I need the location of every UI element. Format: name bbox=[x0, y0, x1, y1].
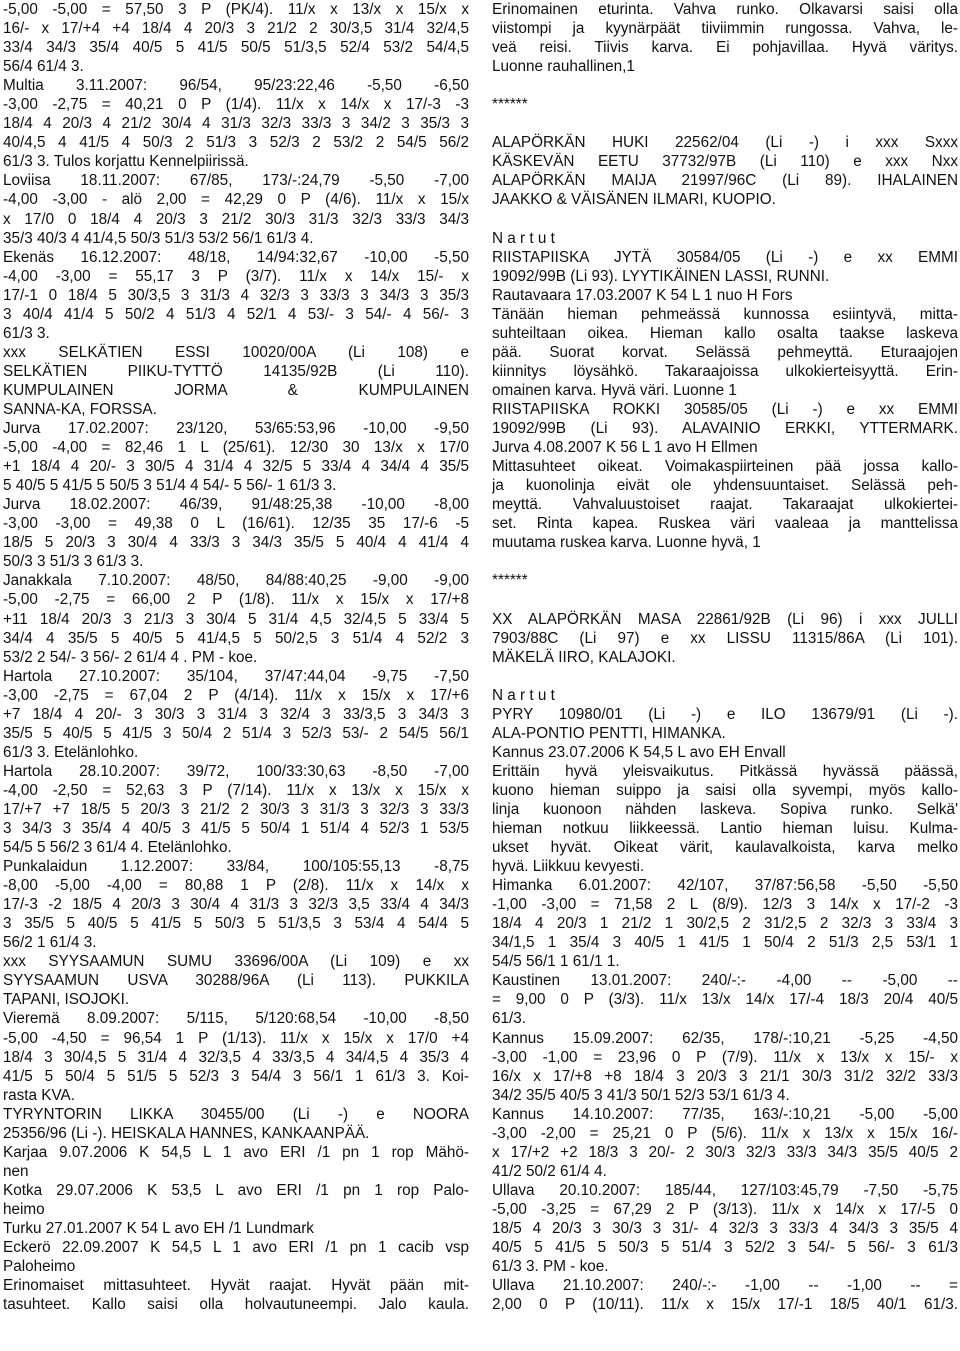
text-line: Punkalaidun 1.12.2007: 33/84, 100/105:55,13 -8,75 bbox=[3, 858, 469, 876]
text-line: 40/4,5 4 41/5 4 50/3 2 51/3 3 52/3 2 53/2 2 54/5 56/2 bbox=[3, 134, 469, 152]
text-line: -3,00 -1,00 = 23,96 0 P (7/9). 11/x x 13/x x 15/- x bbox=[492, 1048, 958, 1066]
text-line: -3,00 -2,00 = 25,21 0 P (5/6). 11/x x 13/x x 15/x 16/- bbox=[492, 1124, 958, 1142]
text-line: 18/5 4 20/3 3 30/3 3 31/- 4 32/3 3 33/3 4 34/3 3 35/5 4 bbox=[492, 1220, 958, 1237]
text-line: ja kuonolinja eivät ole yhdensuuntaiset. Selässä peh- bbox=[492, 477, 958, 495]
text-line: Hartola 28.10.2007: 39/72, 100/33:30,63 -8,50 -7,00 bbox=[3, 762, 469, 780]
text-line: Jurva 17.02.2007: 23/120, 53/65:53,96 -10,00 -9,50 bbox=[3, 420, 469, 438]
text-line: XX ALAPÖRKÄN MASA 22861/92B (Li 96) i xxx JULLI bbox=[492, 610, 958, 628]
text-line: Kannus 14.10.2007: 77/35, 163/-:10,21 -5,00 -5,00 bbox=[492, 1105, 958, 1123]
text-line: xxx SELKÄTIEN ESSI 10020/00A (Li 108) e bbox=[3, 343, 469, 361]
text-line: Multia 3.11.2007: 96/54, 95/23:22,46 -5,50 -6,50 bbox=[3, 77, 469, 95]
text-line: N a r t u t bbox=[492, 686, 555, 704]
text-line: ****** bbox=[492, 572, 528, 590]
text-line: -3,00 -2,75 = 40,21 0 P (1/4). 11/x x 14/x x 17/-3 -3 bbox=[3, 96, 469, 114]
text-line: ukset hyvät. Oikeat värit, kaulavalkoista, karva melko bbox=[492, 839, 958, 857]
text-line: RIISTAPIISKA JYTÄ 30584/05 (Li -) e xx EMMI bbox=[492, 248, 958, 266]
text-line: Luonne rauhallinen,1 bbox=[492, 58, 635, 76]
text-line: 40/5 5 41/5 5 50/3 5 51/4 3 52/2 3 54/- 5 56/- 3 61/3 bbox=[492, 1239, 958, 1257]
text-line: Himanka 6.01.2007: 42/107, 37/87:56,58 -5,50 -5,50 bbox=[492, 877, 958, 895]
text-line: -8,00 -5,00 -4,00 = 80,88 1 P (2/8). 11/x x 14/x x bbox=[3, 877, 469, 895]
text-line: muutama ruskea karva. Luonne hyvä, 1 bbox=[492, 534, 761, 552]
text-line: 7903/88C (Li 97) e xx LISSU 11315/86A (Li 101). bbox=[492, 629, 958, 647]
text-line: TAPANI, ISOJOKI. bbox=[3, 991, 130, 1009]
left-column bbox=[3, 0, 469, 1314]
text-line bbox=[492, 210, 958, 229]
text-line: 5 40/5 5 41/5 5 50/5 3 51/4 4 54/- 5 56/- 1 61/3 3. bbox=[3, 477, 337, 495]
text-line: omainen karva. Hyvä väri. Luonne 1 bbox=[492, 381, 737, 399]
text-line: Paloheimo bbox=[3, 1258, 76, 1276]
text-line: Vieremä 8.09.2007: 5/115, 5/120:68,54 -10,00 -8,50 bbox=[3, 1010, 469, 1028]
text-line: RIISTAPIISKA ROKKI 30585/05 (Li -) e xx EMMI bbox=[492, 400, 958, 418]
text-line: +11 18/4 20/3 3 21/3 3 30/4 5 31/4 4,5 32/4,5 5 33/4 5 bbox=[3, 610, 469, 628]
text-line: +7 18/4 4 20/- 3 30/3 3 31/4 3 32/4 3 33/3,5 3 34/3 3 bbox=[3, 705, 469, 723]
text-line: -5,00 -2,75 = 66,00 2 P (1/8). 11/x x 15/x x 17/+8 bbox=[3, 591, 469, 609]
text-line: 56/2 1 61/4 3. bbox=[3, 934, 97, 952]
text-line: 3 34/3 3 35/4 4 40/5 3 41/5 5 50/4 1 51/4 4 52/3 1 53/5 bbox=[3, 820, 469, 838]
text-line: 16/- x 17/+4 +4 18/4 4 20/3 3 21/2 2 30/3,5 31/4 32/4,5 bbox=[3, 20, 469, 38]
text-line: 33/4 34/3 35/4 40/5 5 41/5 50/5 51/3,5 52/4 53/2 54/4,5 bbox=[3, 39, 469, 57]
text-line: x 17/+2 +2 18/3 3 20/- 2 30/3 32/3 33/3 34/3 35/5 40/5 2 bbox=[492, 1143, 958, 1161]
text-line: -4,00 -3,00 - alö 2,00 = 42,29 0 P (4/6). 11/x x 15/x bbox=[3, 191, 469, 209]
text-line: -3,00 -3,00 = 49,38 0 L (16/61). 12/35 35 17/-6 -5 bbox=[3, 515, 469, 533]
text-line: SANNA-KA, FORSSA. bbox=[3, 400, 157, 418]
text-line: Kannus 23.07.2006 K 54,5 L avo EH Envall bbox=[492, 743, 786, 761]
text-line: = 9,00 0 P (3/3). 11/x 13/x 14/x 17/-4 18/3 20/4 40/5 bbox=[492, 991, 958, 1009]
text-line: -4,00 -2,50 = 52,63 3 P (7/14). 11/x x 13/x x 15/x x bbox=[3, 781, 469, 799]
text-line: Tänään hieman pehmeässä kunnossa esiintyvä, mitta- bbox=[492, 305, 958, 323]
text-line: Rautavaara 17.03.2007 K 54 L 1 nuo H Fors bbox=[492, 286, 793, 304]
text-line: set. Rinta kapea. Ruskea väri vaaleaa ja manttelissa bbox=[492, 515, 958, 533]
text-line: 19092/99B (Li 93). ALAVAINIO ERKKI, YTTERMARK. bbox=[492, 420, 958, 438]
text-line: -5,00 -5,00 = 57,50 3 P (PK/4). 11/x x 13/x x 15/x x bbox=[3, 1, 469, 18]
right-column bbox=[492, 0, 958, 1314]
text-line: 3 35/5 5 40/5 5 41/5 5 50/3 5 51/3,5 3 53/4 4 54/4 5 bbox=[3, 915, 469, 933]
text-line: -5,00 -4,50 = 96,54 1 P (1/13). 11/x x 15/x x 17/0 +4 bbox=[3, 1029, 469, 1047]
text-line: Turku 27.01.2007 K 54 L avo EH /1 Lundmark bbox=[3, 1220, 314, 1237]
text-line: ALAPÖRKÄN HUKI 22562/04 (Li -) i xxx Sxxx bbox=[492, 134, 958, 152]
text-line: 16/x x 17/+8 +8 18/4 3 20/3 3 21/1 30/3 31/2 32/2 33/3 bbox=[492, 1067, 958, 1085]
text-line: 35/3 40/3 4 41/4,5 50/3 51/3 53/2 56/1 61/3 4. bbox=[3, 229, 314, 247]
text-line: meyttä. Vahvaluustoiset raajat. Takaraajat ulkokiertei- bbox=[492, 496, 958, 514]
text-line: 41/2 50/2 61/4 4. bbox=[492, 1162, 607, 1180]
text-line: 19092/99B (Li 93). LYYTIKÄINEN LASSI, RUNNI. bbox=[492, 267, 830, 285]
text-line: xxx SYYSAAMUN SUMU 33696/00A (Li 109) e xx bbox=[3, 953, 469, 971]
text-line: JAAKKO & VÄISÄNEN ILMARI, KUOPIO. bbox=[492, 191, 776, 209]
text-line: 61/3 3. Etelänlohko. bbox=[3, 743, 139, 761]
text-line: ****** bbox=[492, 96, 528, 114]
text-line: -4,00 -3,00 = 55,17 3 P (3/7). 11/x x 14/x 15/- x bbox=[3, 267, 469, 285]
text-line: 61/3 3. PM - koe. bbox=[492, 1258, 609, 1276]
text-line: 61/3. bbox=[492, 1010, 527, 1028]
text-line: Ullava 20.10.2007: 185/44, 127/103:45,79 -7,50 -5,75 bbox=[492, 1181, 958, 1199]
text-line: Karjaa 9.07.2006 K 54,5 L 1 avo ERI /1 pn 1 rop Mähö- bbox=[3, 1143, 469, 1161]
text-line: Janakkala 7.10.2007: 48/50, 84/88:40,25 -9,00 -9,00 bbox=[3, 572, 469, 590]
text-line bbox=[492, 552, 958, 571]
text-line: 18/4 4 20/3 4 21/2 30/4 4 31/3 32/3 33/3 3 34/2 3 35/3 3 bbox=[3, 115, 469, 133]
text-line: 18/4 3 30/4,5 5 31/4 4 32/3,5 4 33/3,5 4 34/4,5 4 35/3 4 bbox=[3, 1048, 469, 1066]
text-line: MÄKELÄ IIRO, KALAJOKI. bbox=[492, 648, 676, 666]
text-line: -5,00 -3,25 = 67,29 2 P (3/13). 11/x x 14/x x 17/-5 0 bbox=[492, 1200, 958, 1218]
text-line: ALAPÖRKÄN MAIJA 21997/96C (Li 89). IHALAINEN bbox=[492, 172, 958, 190]
text-line: N a r t u t bbox=[492, 229, 555, 247]
text-line: -1,00 -3,00 = 71,58 2 L (8/9). 12/3 3 14/x x 17/-2 -3 bbox=[492, 896, 958, 914]
text-line: Ullava 21.10.2007: 240/-:- -1,00 -- -1,00 -- = bbox=[492, 1277, 958, 1295]
text-line: 61/3 3. bbox=[3, 324, 50, 342]
text-line: 61/3 3. Tulos korjattu Kennelpiirissä. bbox=[3, 153, 249, 171]
text-line: Kotka 29.07.2006 K 53,5 L avo ERI /1 pn 1 rop Palo- bbox=[3, 1181, 469, 1199]
text-line: kiinnitys löysähkö. Takaraajoissa ulkokierteisyyttä. Erin- bbox=[492, 362, 958, 380]
text-line: Hartola 27.10.2007: 35/104, 37/47:44,04 -9,75 -7,50 bbox=[3, 667, 469, 685]
text-line: 34/1,5 1 35/4 3 40/5 1 41/5 1 50/4 2 51/3 2,5 53/1 1 bbox=[492, 934, 958, 952]
text-line: Erittäin hyvä yleisvaikutus. Pitkässä hyvässä päässä, bbox=[492, 762, 958, 780]
text-line: Mittasuhteet oikeat. Voimakaspiirteinen pää jossa kallo- bbox=[492, 458, 958, 476]
text-line bbox=[492, 76, 958, 95]
text-line: Kannus 15.09.2007: 62/35, 178/-:10,21 -5,25 -4,50 bbox=[492, 1029, 958, 1047]
text-line: 56/4 61/4 3. bbox=[3, 58, 84, 76]
text-line: KUMPULAINEN JORMA & KUMPULAINEN bbox=[3, 381, 469, 399]
text-line: Jurva 4.08.2007 K 56 L 1 avo H Ellmen bbox=[492, 439, 758, 457]
text-line: 34/4 4 35/5 5 40/5 5 41/4,5 5 50/2,5 3 51/4 4 52/2 3 bbox=[3, 629, 469, 647]
text-line: Erinomaiset mittasuhteet. Hyvät raajat. Hyvät pään mit- bbox=[3, 1277, 469, 1295]
text-line: 17/-1 0 18/4 5 30/3,5 3 31/3 4 32/3 3 33/3 3 34/3 3 35/3 bbox=[3, 286, 469, 304]
text-line: Eckerö 22.09.2007 K 54,5 L 1 avo ERI /1 pn 1 cacib vsp bbox=[3, 1239, 469, 1257]
text-line: 2,00 0 P (10/11). 11/x x 15/x 17/-1 18/5 40/1 61/3. bbox=[492, 1296, 958, 1314]
text-line: Loviisa 18.11.2007: 67/85, 173/-:24,79 -5,50 -7,00 bbox=[3, 172, 469, 190]
text-line: suhteiltaan oikea. Hieman kallo osalta taakse laskeva bbox=[492, 324, 958, 342]
text-line: 54/5 56/1 1 61/1 1. bbox=[492, 953, 620, 971]
text-line: viistompi ja kyynärpäät tiiviimmin rungossa. Vahva, le- bbox=[492, 20, 958, 38]
text-line bbox=[492, 590, 958, 609]
text-line: SELKÄTIEN PIIKU-TYTTÖ 14135/92B (Li 110). bbox=[3, 362, 469, 380]
text-line: -3,00 -2,75 = 67,04 2 P (4/14). 11/x x 15/x x 17/+6 bbox=[3, 686, 469, 704]
text-line: rasta KVA. bbox=[3, 1086, 75, 1104]
text-line: Kaustinen 13.01.2007: 240/-:- -4,00 -- -5,00 -- bbox=[492, 972, 958, 990]
text-line: veä reisi. Tiivis karva. Ei pohjavillaa. Hyvä väritys. bbox=[492, 39, 958, 57]
text-line bbox=[492, 114, 958, 133]
text-line: 35/5 5 40/5 5 41/5 3 50/4 2 51/4 3 52/3 53/- 2 54/5 56/1 bbox=[3, 724, 469, 742]
text-line: 18/5 5 20/3 3 30/4 4 33/3 3 34/3 35/5 5 40/4 4 41/4 4 bbox=[3, 534, 469, 552]
text-line: Jurva 18.02.2007: 46/39, 91/48:25,38 -10,00 -8,00 bbox=[3, 496, 469, 514]
text-line: 53/2 2 54/- 3 56/- 2 61/4 4 . PM - koe. bbox=[3, 648, 258, 666]
text-line: -5,00 -4,00 = 82,46 1 L (25/61). 12/30 30 13/x x 17/0 bbox=[3, 439, 469, 457]
text-line: 18/4 4 20/3 1 21/2 1 30/2,5 2 31/2,5 2 32/3 3 33/4 3 bbox=[492, 915, 958, 933]
text-line: Erinomainen eturinta. Vahva runko. Olkavarsi saisi olla bbox=[492, 1, 958, 18]
text-line: 3 40/4 41/4 5 50/2 4 51/3 4 52/1 4 53/- 3 54/- 4 56/- 3 bbox=[3, 305, 469, 323]
text-line bbox=[492, 667, 958, 686]
text-line: 50/3 3 51/3 3 61/3 3. bbox=[3, 553, 144, 571]
text-line: 25356/96 (Li -). HEISKALA HANNES, KANKAANPÄÄ. bbox=[3, 1124, 370, 1142]
text-line: x 17/0 0 18/4 4 20/3 3 21/2 30/3 31/3 32/3 33/3 34/3 bbox=[3, 210, 469, 228]
text-line: heimo bbox=[3, 1200, 45, 1218]
text-line: pää. Suorat korvat. Selässä pehmeyttä. Eturaajojen bbox=[492, 343, 958, 361]
text-line: tasuhteet. Kallo saisi olla holvautuneempi. Jalo kaula. bbox=[3, 1296, 469, 1314]
text-line: PYRY 10980/01 (Li -) e ILO 13679/91 (Li -). bbox=[492, 705, 958, 723]
text-line: +1 18/4 4 20/- 3 30/5 4 31/4 4 32/5 5 33/4 4 34/4 4 35/5 bbox=[3, 458, 469, 476]
text-line: nen bbox=[3, 1162, 29, 1180]
text-line: TYRYNTORIN LIKKA 30455/00 (Li -) e NOORA bbox=[3, 1105, 469, 1123]
text-line: 34/2 35/5 40/5 3 41/3 50/1 52/3 53/1 61/3 4. bbox=[492, 1086, 790, 1104]
text-line: 41/5 5 50/4 5 51/5 5 52/3 3 54/4 3 56/1 1 61/3 3. Koi- bbox=[3, 1067, 469, 1085]
text-line: ALA-PONTIO PENTTI, HIMANKA. bbox=[492, 724, 726, 742]
text-line: kuono hieman suippo ja saisi olla syvempi, myös kallo- bbox=[492, 781, 958, 799]
text-line: 54/5 5 56/2 3 61/4 4. Etelänlohko. bbox=[3, 839, 232, 857]
text-line: hyvä. Liikkuu kevyesti. bbox=[492, 858, 645, 876]
text-line: KÄSKEVÄN EETU 37732/97B (Li 110) e xxx Nxx bbox=[492, 153, 958, 171]
text-line: 17/+7 +7 18/5 5 20/3 3 21/2 2 30/3 3 31/3 3 32/3 3 33/3 bbox=[3, 800, 469, 818]
text-line: linja kuonoon nähden laskeva. Sopiva runko. Selkä' bbox=[492, 800, 958, 818]
text-line: 17/-3 -2 18/5 4 20/3 3 30/4 4 31/3 3 32/3 3,5 33/4 4 34/3 bbox=[3, 896, 469, 914]
text-line: Ekenäs 16.12.2007: 48/18, 14/94:32,67 -10,00 -5,50 bbox=[3, 248, 469, 266]
text-line: hieman notkuu liikkeessä. Lantio hieman luisu. Kulma- bbox=[492, 820, 958, 838]
text-line: SYYSAAMUN USVA 30288/96A (Li 113). PUKKILA bbox=[3, 972, 469, 990]
